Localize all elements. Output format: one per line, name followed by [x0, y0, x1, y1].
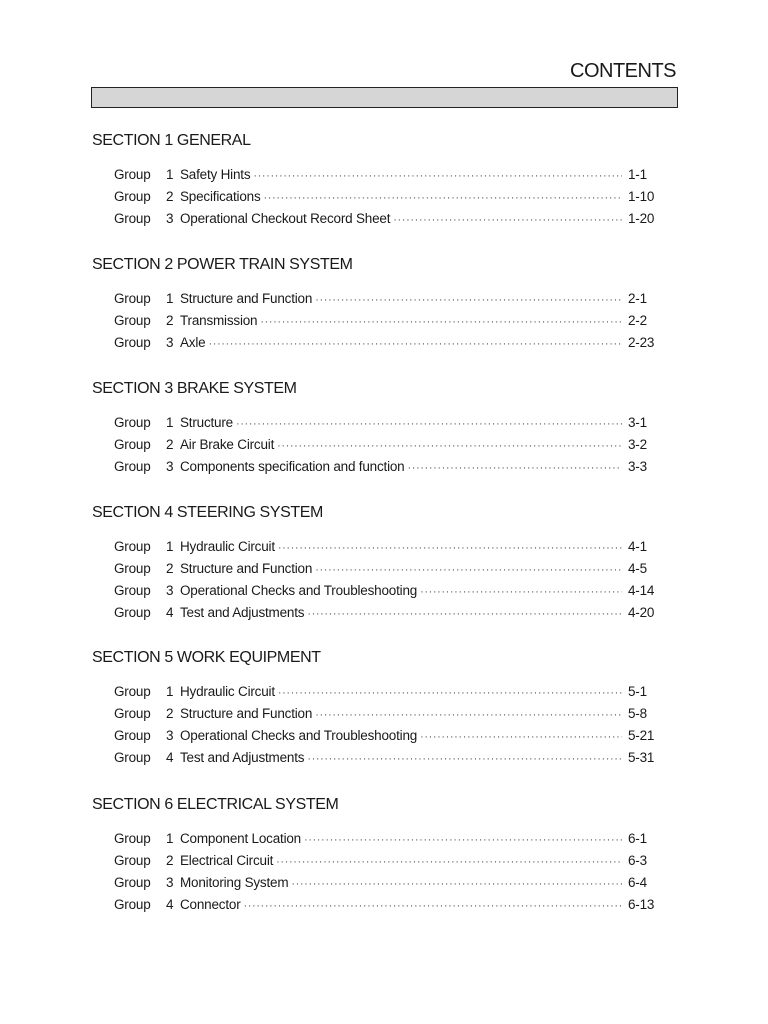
entry-title: Transmission: [180, 313, 258, 328]
toc-entry[interactable]: [92, 536, 668, 558]
dot-leader: [278, 682, 622, 704]
toc-section: [92, 379, 668, 478]
group-label: Group: [114, 415, 151, 430]
group-number: 1: [166, 167, 174, 182]
toc-entry[interactable]: [92, 208, 668, 230]
group-label: Group: [114, 335, 151, 350]
group-label: Group: [114, 561, 151, 576]
toc-entry[interactable]: [92, 456, 668, 478]
group-label: Group: [114, 313, 151, 328]
section-title: SECTION 5 WORK EQUIPMENT: [92, 649, 321, 666]
page-number: 2-1: [628, 291, 647, 306]
group-number: 1: [166, 539, 174, 554]
entry-list: [92, 681, 668, 769]
dot-leader: [393, 209, 622, 231]
group-number: 3: [166, 728, 174, 743]
title-bar: [91, 87, 678, 108]
entry-list: [92, 828, 668, 916]
toc-section: [92, 255, 668, 354]
section-title: SECTION 3 BRAKE SYSTEM: [92, 380, 297, 397]
entry-title: Safety Hints: [180, 167, 251, 182]
group-number: 1: [166, 415, 174, 430]
dot-leader: [315, 559, 622, 581]
group-label: Group: [114, 211, 151, 226]
group-label: Group: [114, 437, 151, 452]
entry-title: Structure and Function: [180, 291, 313, 306]
toc-entry[interactable]: [92, 186, 668, 208]
dot-leader: [315, 704, 622, 726]
group-label: Group: [114, 897, 151, 912]
page-number: 6-3: [628, 853, 647, 868]
group-number: 2: [166, 706, 174, 721]
entry-list: [92, 288, 668, 354]
dot-leader: [291, 873, 622, 895]
page-number: 5-21: [628, 728, 655, 743]
dot-leader: [253, 165, 622, 187]
group-number: 2: [166, 437, 174, 452]
toc-entry[interactable]: [92, 602, 668, 624]
entry-title: Hydraulic Circuit: [180, 539, 275, 554]
page-number: 4-1: [628, 539, 647, 554]
toc-entry[interactable]: [92, 828, 668, 850]
toc-entry[interactable]: [92, 681, 668, 703]
dot-leader: [260, 311, 622, 333]
toc-section: [92, 503, 668, 624]
page-number: 5-8: [628, 706, 647, 721]
page-number: 3-1: [628, 415, 647, 430]
entry-list: [92, 412, 668, 478]
dot-leader: [208, 333, 622, 355]
entry-title: Specifications: [180, 189, 261, 204]
dot-leader: [307, 603, 622, 625]
entry-title: Components specification and function: [180, 459, 405, 474]
group-number: 2: [166, 189, 174, 204]
entry-title: Operational Checkout Record Sheet: [180, 211, 391, 226]
dot-leader: [420, 726, 622, 748]
entry-title: Air Brake Circuit: [180, 437, 275, 452]
dot-leader: [304, 829, 622, 851]
group-number: 4: [166, 897, 174, 912]
entry-title: Component Location: [180, 831, 301, 846]
toc-entry[interactable]: [92, 580, 668, 602]
page-number: 5-31: [628, 750, 655, 765]
entry-title: Test and Adjustments: [180, 750, 305, 765]
toc-section: [92, 795, 668, 916]
group-label: Group: [114, 583, 151, 598]
toc-entry[interactable]: [92, 747, 668, 769]
page-number: 1-10: [628, 189, 655, 204]
group-label: Group: [114, 291, 151, 306]
toc-entry[interactable]: [92, 558, 668, 580]
group-label: Group: [114, 706, 151, 721]
page-number: 1-1: [628, 167, 647, 182]
section-title: SECTION 2 POWER TRAIN SYSTEM: [92, 256, 353, 273]
group-number: 1: [166, 684, 174, 699]
page-number: 4-20: [628, 605, 655, 620]
dot-leader: [244, 895, 623, 917]
dot-leader: [420, 581, 622, 603]
entry-title: Operational Checks and Troubleshooting: [180, 728, 418, 743]
entry-title: Connector: [180, 897, 241, 912]
section-title: SECTION 6 ELECTRICAL SYSTEM: [92, 796, 339, 813]
page-number: 6-4: [628, 875, 647, 890]
group-label: Group: [114, 728, 151, 743]
toc-entry[interactable]: [92, 703, 668, 725]
group-label: Group: [114, 167, 151, 182]
toc-entry[interactable]: [92, 872, 668, 894]
dot-leader: [236, 413, 622, 435]
toc-entry[interactable]: [92, 164, 668, 186]
section-title: SECTION 4 STEERING SYSTEM: [92, 504, 323, 521]
toc-entry[interactable]: [92, 894, 668, 916]
page-title: CONTENTS: [570, 60, 676, 82]
page-number: 5-1: [628, 684, 647, 699]
page-number: 3-2: [628, 437, 647, 452]
section-title: SECTION 1 GENERAL: [92, 132, 251, 149]
toc-entry[interactable]: [92, 434, 668, 456]
group-label: Group: [114, 853, 151, 868]
toc-section: [92, 648, 668, 769]
dot-leader: [307, 748, 622, 770]
page-number: 4-5: [628, 561, 647, 576]
toc-entry[interactable]: [92, 288, 668, 310]
group-label: Group: [114, 539, 151, 554]
group-number: 4: [166, 605, 174, 620]
page-number: 6-13: [628, 897, 655, 912]
page-number: 4-14: [628, 583, 655, 598]
group-number: 4: [166, 750, 174, 765]
entry-title: Electrical Circuit: [180, 853, 274, 868]
group-number: 2: [166, 313, 174, 328]
group-label: Group: [114, 831, 151, 846]
entry-list: [92, 536, 668, 624]
group-label: Group: [114, 684, 151, 699]
group-number: 3: [166, 211, 174, 226]
page-number: 2-2: [628, 313, 647, 328]
entry-title: Structure and Function: [180, 561, 313, 576]
dot-leader: [408, 457, 623, 479]
entry-title: Structure: [180, 415, 233, 430]
entry-list: [92, 164, 668, 230]
entry-title: Structure and Function: [180, 706, 313, 721]
entry-title: Hydraulic Circuit: [180, 684, 275, 699]
toc-section: [92, 131, 668, 230]
dot-leader: [278, 537, 622, 559]
dot-leader: [276, 851, 622, 873]
dot-leader: [277, 435, 622, 457]
dot-leader: [264, 187, 623, 209]
dot-leader: [315, 289, 622, 311]
page-number: 2-23: [628, 335, 655, 350]
group-number: 3: [166, 459, 174, 474]
toc-entry[interactable]: [92, 310, 668, 332]
group-number: 1: [166, 291, 174, 306]
page-number: 1-20: [628, 211, 655, 226]
toc-entry[interactable]: [92, 412, 668, 434]
group-number: 3: [166, 335, 174, 350]
entry-title: Test and Adjustments: [180, 605, 305, 620]
toc-entry[interactable]: [92, 725, 668, 747]
group-label: Group: [114, 875, 151, 890]
group-number: 3: [166, 583, 174, 598]
group-number: 2: [166, 561, 174, 576]
group-number: 2: [166, 853, 174, 868]
group-label: Group: [114, 605, 151, 620]
entry-title: Monitoring System: [180, 875, 289, 890]
toc-entry[interactable]: [92, 332, 668, 354]
page-number: 3-3: [628, 459, 647, 474]
group-label: Group: [114, 189, 151, 204]
group-number: 1: [166, 831, 174, 846]
entry-title: Axle: [180, 335, 206, 350]
group-label: Group: [114, 459, 151, 474]
group-number: 3: [166, 875, 174, 890]
entry-title: Operational Checks and Troubleshooting: [180, 583, 418, 598]
page-number: 6-1: [628, 831, 647, 846]
group-label: Group: [114, 750, 151, 765]
toc-entry[interactable]: [92, 850, 668, 872]
